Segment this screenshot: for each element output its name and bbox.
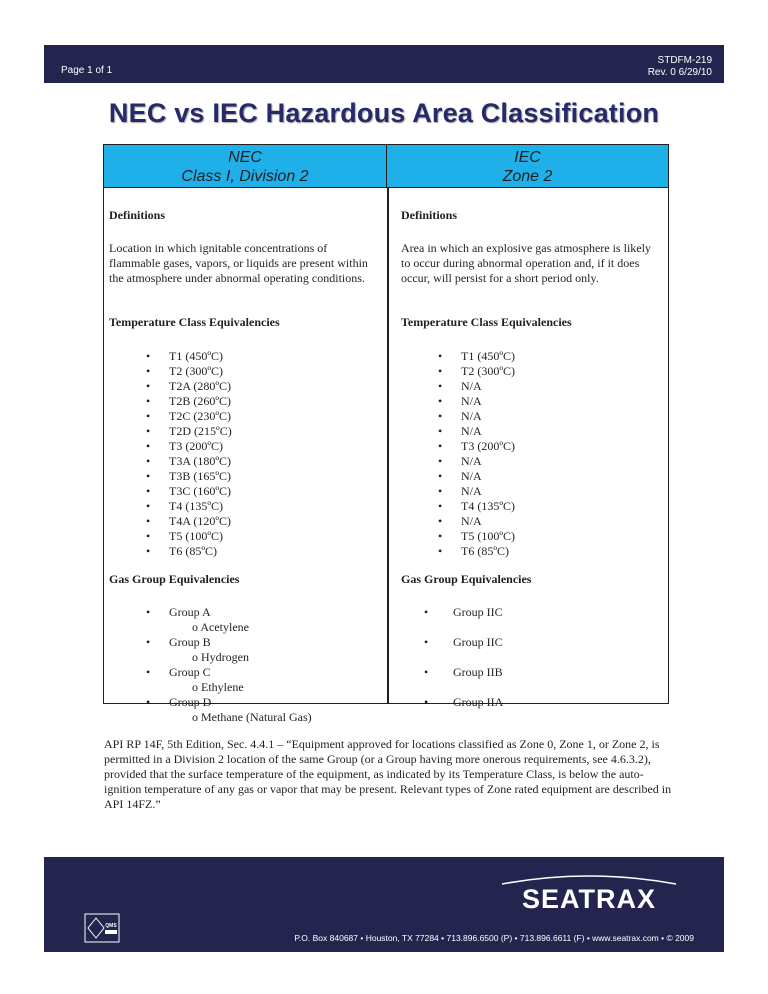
nec-temp-label: Temperature Class Equivalencies	[109, 315, 280, 329]
nec-header	[104, 145, 387, 188]
gas-example: o Hydrogen	[192, 650, 249, 664]
gas-example: o Acetylene	[192, 620, 249, 634]
comparison-table	[103, 144, 669, 724]
nec-definition: Location in which ignitable concentrations of flammable gases, vapors, or liquids are present within the atmosphere under abnormal operating conditions.	[109, 241, 368, 285]
list-item: • T3C (160ºC)	[109, 484, 232, 499]
document-id: STDFM-219	[657, 55, 712, 66]
iec-gas-label: Gas Group Equivalencies	[401, 572, 532, 586]
footer	[44, 857, 724, 952]
list-item: • T6 (85ºC)	[401, 544, 515, 559]
iec-header-line1: IEC	[514, 149, 541, 166]
nec-header-line2: Class I, Division 2	[181, 168, 309, 185]
iec-definition: Area in which an explosive gas atmosphere is likely to occur during abnormal operation and, if it does occur, will persist for a short period only.	[401, 241, 651, 285]
revision: Rev. 0 6/29/10	[647, 67, 712, 78]
seal-text: QMS	[105, 923, 117, 929]
nec-gas-label: Gas Group Equivalencies	[109, 572, 240, 586]
api-note: API RP 14F, 5th Edition, Sec. 4.4.1 – “Equipment approved for locations classified as Zone 0, Zone 1, or Zone 2, is permitted in a Division 2 location of the same Group (or a Group having more onerous requirements, see 4.6.3.2), provided that the surface temperature of the equipment, as indicated by its Temperature Class, is below the auto-ignition temperature of any gas or vapor that may be present. Relevant types of Zone rated equipment are described in API 14FZ.”	[104, 737, 672, 811]
list-item: • T1 (450ºC)	[109, 349, 232, 364]
list-item: • N/A	[401, 424, 515, 439]
iec-temp-label: Temperature Class Equivalencies	[401, 315, 572, 329]
list-item: • N/A	[401, 394, 515, 409]
list-item: • T2B (260ºC)	[109, 394, 232, 409]
list-item: • Group D	[109, 695, 312, 710]
list-item: • T2D (215ºC)	[109, 424, 232, 439]
list-item: • Group IIA	[401, 695, 503, 725]
iec-header	[387, 145, 668, 188]
gas-example: o Methane (Natural Gas)	[192, 710, 312, 724]
list-item: • T4 (135ºC)	[109, 499, 232, 514]
column-divider	[387, 188, 389, 703]
list-item: • N/A	[401, 514, 515, 529]
list-item: • N/A	[401, 454, 515, 469]
list-item: • Group C	[109, 665, 312, 680]
list-item: • T5 (100ºC)	[401, 529, 515, 544]
nec-temp-list	[109, 349, 232, 559]
list-item: • Group B	[109, 635, 312, 650]
list-item: • T3 (200ºC)	[401, 439, 515, 454]
iec-definitions-label: Definitions	[401, 208, 458, 222]
list-item: • Group IIC	[401, 605, 503, 635]
list-item: • T3 (200ºC)	[109, 439, 232, 454]
iec-gas-list	[401, 605, 503, 725]
list-item: • N/A	[401, 484, 515, 499]
qms-registered-seal	[84, 913, 120, 943]
list-item: • T5 (100ºC)	[109, 529, 232, 544]
list-item: • N/A	[401, 469, 515, 484]
list-item: • T2 (300ºC)	[401, 364, 515, 379]
nec-header-line1: NEC	[228, 149, 262, 166]
footer-address: P.O. Box 840687 • Houston, TX 77284 • 713.896.6500 (P) • 713.896.6611 (F) • www.seatrax.com • © 2009	[294, 933, 694, 943]
list-item: • Group IIC	[401, 635, 503, 665]
list-item: • Group A	[109, 605, 312, 620]
iec-header-line2: Zone 2	[502, 168, 553, 185]
list-item: • T6 (85ºC)	[109, 544, 232, 559]
list-item: • T4A (120ºC)	[109, 514, 232, 529]
iec-temp-list	[401, 349, 515, 559]
brand-name: SEATRAX	[521, 884, 657, 914]
top-bar	[44, 45, 724, 83]
gas-example: o Ethylene	[192, 680, 244, 694]
list-item: • T2 (300ºC)	[109, 364, 232, 379]
list-item: • T3A (180ºC)	[109, 454, 232, 469]
seal-band	[105, 930, 117, 934]
page-number: Page 1 of 1	[61, 65, 113, 76]
logo-arc	[502, 876, 676, 884]
list-item: • T2A (280ºC)	[109, 379, 232, 394]
list-item: • T3B (165ºC)	[109, 469, 232, 484]
list-item: • N/A	[401, 409, 515, 424]
document-reference	[648, 55, 712, 79]
list-item: • T2C (230ºC)	[109, 409, 232, 424]
list-item: • Group IIB	[401, 665, 503, 695]
seal-diamond	[88, 918, 104, 938]
list-item: • T4 (135ºC)	[401, 499, 515, 514]
nec-definitions-label: Definitions	[109, 208, 166, 222]
page-title: NEC vs IEC Hazardous Area Classification	[108, 98, 660, 128]
list-item: • N/A	[401, 379, 515, 394]
nec-gas-list	[109, 605, 312, 725]
list-item: • T1 (450ºC)	[401, 349, 515, 364]
seatrax-logo	[494, 872, 684, 916]
